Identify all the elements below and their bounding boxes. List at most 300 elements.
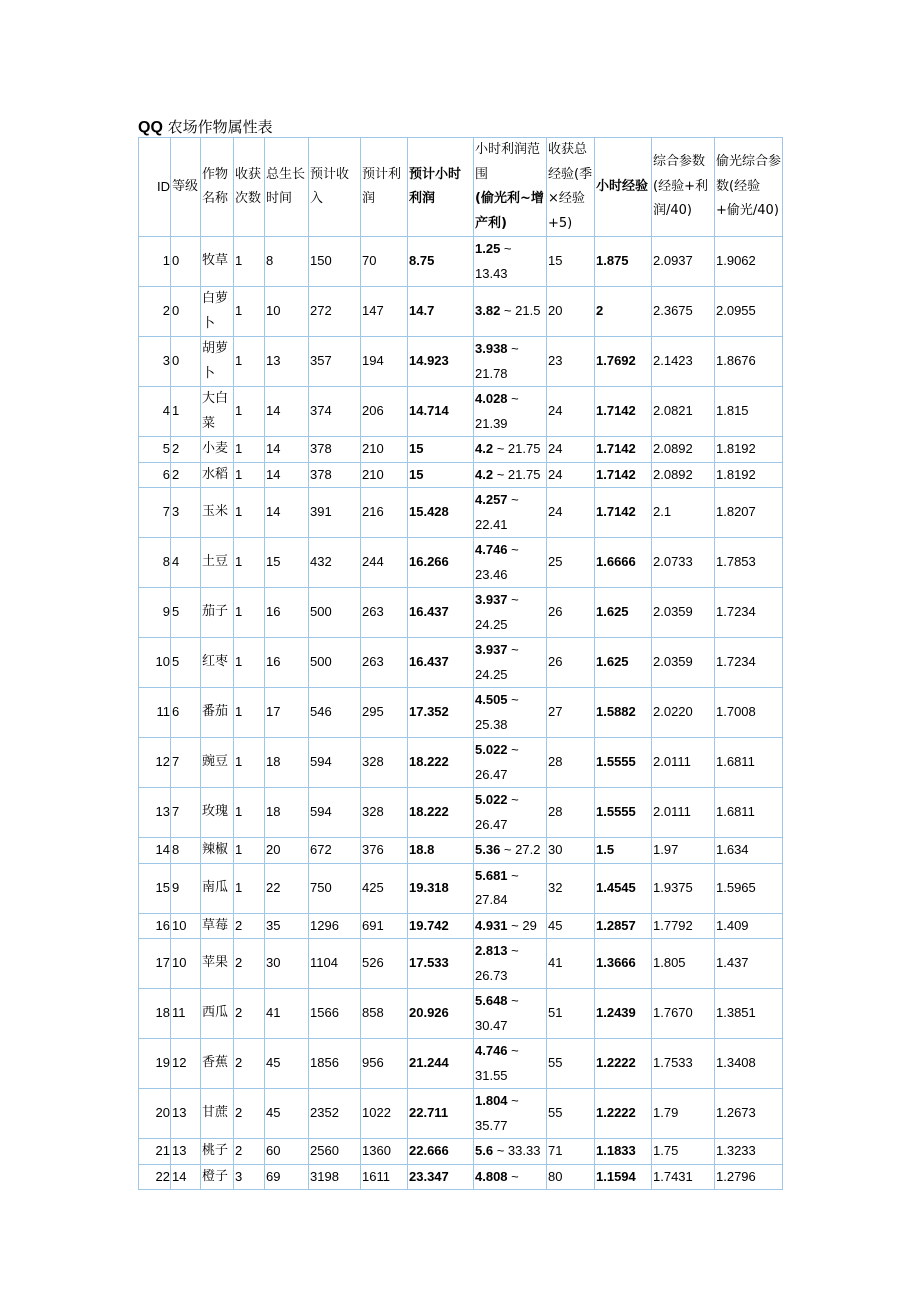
cell-total-exp: 51 (547, 989, 595, 1039)
cell-crop-name: 辣椒 (201, 838, 234, 864)
cell-profit-range (474, 462, 547, 488)
cell-total-exp: 32 (547, 863, 595, 913)
cell-income: 500 (309, 588, 361, 638)
range-high: 13.43 (475, 265, 508, 281)
cell-id: 20 (139, 1089, 171, 1139)
cell-profit: 263 (361, 638, 408, 688)
cell-id: 5 (139, 437, 171, 463)
cell-steal-composite: 1.3233 (715, 1139, 783, 1165)
cell-profit-range (474, 1039, 547, 1089)
cell-harvests: 1 (234, 688, 265, 738)
cell-hourly-profit: 8.75 (408, 237, 474, 287)
cell-hourly-profit: 17.533 (408, 939, 474, 989)
cell-composite: 2.0892 (652, 462, 715, 488)
cell-id: 3 (139, 337, 171, 387)
cell-profit-range (474, 838, 547, 864)
cell-hourly-exp: 1.625 (595, 588, 652, 638)
range-low: 5.648 (475, 993, 508, 1008)
cell-id: 22 (139, 1164, 171, 1190)
cell-level: 10 (171, 939, 201, 989)
header-profit-range (474, 138, 547, 237)
cell-income: 1104 (309, 939, 361, 989)
table-row (139, 1139, 783, 1165)
cell-total-exp: 24 (547, 462, 595, 488)
cell-hourly-exp: 1.7142 (595, 387, 652, 437)
range-separator: ~ (507, 341, 519, 356)
cell-profit-range (474, 287, 547, 337)
cell-level: 12 (171, 1039, 201, 1089)
cell-level: 9 (171, 863, 201, 913)
table-row (139, 462, 783, 488)
cell-profit: 263 (361, 588, 408, 638)
table-row (139, 939, 783, 989)
cell-hourly-exp: 1.1833 (595, 1139, 652, 1165)
cell-income: 391 (309, 488, 361, 538)
range-high: 25.38 (475, 716, 508, 732)
cell-profit-range (474, 387, 547, 437)
table-row (139, 1089, 783, 1139)
range-low: 2.813 (475, 943, 508, 958)
cell-composite: 2.1 (652, 488, 715, 538)
range-separator: ~ (507, 391, 519, 406)
cell-id: 2 (139, 287, 171, 337)
cell-profit-range (474, 913, 547, 939)
cell-income: 374 (309, 387, 361, 437)
header-grow-time: 总生长时间 (265, 138, 309, 237)
cell-hourly-exp: 1.5555 (595, 738, 652, 788)
cell-crop-name: 玫瑰 (201, 788, 234, 838)
range-low: 3.937 (475, 592, 508, 607)
cell-harvests: 2 (234, 1089, 265, 1139)
cell-profit: 425 (361, 863, 408, 913)
range-separator: ~ (507, 642, 519, 657)
cell-harvests: 2 (234, 989, 265, 1039)
range-high: 24.25 (475, 616, 508, 632)
cell-steal-composite: 1.8192 (715, 437, 783, 463)
cell-level: 1 (171, 387, 201, 437)
cell-level: 13 (171, 1139, 201, 1165)
range-low: 3.937 (475, 642, 508, 657)
cell-profit-range (474, 488, 547, 538)
header-hourly-profit: 预计小时利润 (408, 138, 474, 237)
cell-profit-range (474, 588, 547, 638)
range-low: 3.938 (475, 341, 508, 356)
table-row (139, 588, 783, 638)
cell-composite: 1.97 (652, 838, 715, 864)
cell-harvests: 2 (234, 939, 265, 989)
cell-composite: 2.0937 (652, 237, 715, 287)
cell-level: 11 (171, 989, 201, 1039)
cell-steal-composite: 1.9062 (715, 237, 783, 287)
cell-composite: 1.805 (652, 939, 715, 989)
cell-grow-time: 60 (265, 1139, 309, 1165)
table-row (139, 863, 783, 913)
cell-harvests: 1 (234, 638, 265, 688)
cell-profit-range (474, 1089, 547, 1139)
cell-level: 4 (171, 538, 201, 588)
cell-level: 2 (171, 437, 201, 463)
cell-hourly-exp: 1.5555 (595, 788, 652, 838)
range-low: 5.022 (475, 792, 508, 807)
cell-steal-composite: 1.634 (715, 838, 783, 864)
crop-attribute-table (138, 137, 783, 1190)
cell-income: 1566 (309, 989, 361, 1039)
table-row (139, 337, 783, 387)
cell-profit: 691 (361, 913, 408, 939)
header-exp-note: (季×经验+5) (548, 166, 593, 231)
range-low: 4.2 (475, 441, 494, 456)
cell-profit-range (474, 437, 547, 463)
cell-crop-name: 土豆 (201, 538, 234, 588)
cell-income: 594 (309, 738, 361, 788)
cell-grow-time: 69 (265, 1164, 309, 1190)
cell-hourly-profit: 16.437 (408, 588, 474, 638)
table-row (139, 1164, 783, 1190)
cell-hourly-exp: 1.2222 (595, 1039, 652, 1089)
range-high: 24.25 (475, 666, 508, 682)
cell-id: 9 (139, 588, 171, 638)
cell-profit: 206 (361, 387, 408, 437)
cell-id: 8 (139, 538, 171, 588)
range-low: 1.25 (475, 241, 501, 256)
range-separator: ~ (493, 441, 508, 456)
cell-profit-range (474, 989, 547, 1039)
range-separator: ~ (507, 1043, 519, 1058)
range-low: 4.746 (475, 542, 508, 557)
cell-income: 2560 (309, 1139, 361, 1165)
cell-hourly-exp: 1.7142 (595, 462, 652, 488)
cell-id: 19 (139, 1039, 171, 1089)
range-separator: ~ (507, 917, 523, 933)
cell-harvests: 2 (234, 1039, 265, 1089)
range-separator: ~ (507, 1093, 519, 1108)
cell-level: 0 (171, 337, 201, 387)
cell-grow-time: 10 (265, 287, 309, 337)
cell-crop-name: 草莓 (201, 913, 234, 939)
range-low: 3.82 (475, 303, 501, 319)
range-high: 31.55 (475, 1067, 508, 1083)
cell-grow-time: 18 (265, 788, 309, 838)
cell-total-exp: 30 (547, 838, 595, 864)
cell-income: 3198 (309, 1164, 361, 1190)
range-low: 5.6 (475, 1143, 494, 1158)
cell-harvests: 1 (234, 237, 265, 287)
cell-harvests: 1 (234, 863, 265, 913)
cell-profit: 526 (361, 939, 408, 989)
cell-grow-time: 35 (265, 913, 309, 939)
range-separator: ~ (507, 867, 519, 883)
cell-id: 12 (139, 738, 171, 788)
cell-total-exp: 26 (547, 638, 595, 688)
range-high: 21.78 (475, 365, 508, 381)
range-separator: ~ (507, 542, 519, 557)
cell-profit: 210 (361, 462, 408, 488)
cell-level: 0 (171, 237, 201, 287)
cell-profit-range (474, 638, 547, 688)
cell-income: 500 (309, 638, 361, 688)
cell-steal-composite: 1.409 (715, 913, 783, 939)
cell-hourly-profit: 15 (408, 462, 474, 488)
cell-grow-time: 41 (265, 989, 309, 1039)
range-high: 21.39 (475, 415, 508, 431)
cell-hourly-profit: 17.352 (408, 688, 474, 738)
cell-harvests: 2 (234, 913, 265, 939)
cell-steal-composite: 1.437 (715, 939, 783, 989)
table-row (139, 913, 783, 939)
cell-composite: 2.0821 (652, 387, 715, 437)
cell-steal-composite: 1.5965 (715, 863, 783, 913)
cell-crop-name: 豌豆 (201, 738, 234, 788)
cell-id: 6 (139, 462, 171, 488)
cell-profit-range (474, 538, 547, 588)
cell-profit: 956 (361, 1039, 408, 1089)
cell-hourly-profit: 18.222 (408, 738, 474, 788)
cell-hourly-profit: 22.666 (408, 1139, 474, 1165)
cell-total-exp: 23 (547, 337, 595, 387)
cell-hourly-profit: 14.923 (408, 337, 474, 387)
cell-profit-range (474, 738, 547, 788)
cell-profit: 210 (361, 437, 408, 463)
cell-total-exp: 24 (547, 488, 595, 538)
cell-id: 14 (139, 838, 171, 864)
cell-level: 2 (171, 462, 201, 488)
range-separator: ~ (493, 466, 508, 482)
cell-profit-range (474, 939, 547, 989)
cell-level: 7 (171, 738, 201, 788)
header-level: 等级 (171, 138, 201, 237)
table-row (139, 688, 783, 738)
cell-id: 18 (139, 989, 171, 1039)
table-row (139, 788, 783, 838)
cell-grow-time: 8 (265, 237, 309, 287)
cell-composite: 1.7670 (652, 989, 715, 1039)
cell-profit: 328 (361, 738, 408, 788)
cell-steal-composite: 1.3408 (715, 1039, 783, 1089)
cell-total-exp: 24 (547, 387, 595, 437)
range-high: 22.41 (475, 516, 508, 532)
cell-hourly-exp: 1.2439 (595, 989, 652, 1039)
cell-harvests: 2 (234, 1139, 265, 1165)
cell-hourly-exp: 1.7692 (595, 337, 652, 387)
cell-steal-composite: 1.2796 (715, 1164, 783, 1190)
cell-steal-composite: 2.0955 (715, 287, 783, 337)
cell-composite: 1.7533 (652, 1039, 715, 1089)
cell-crop-name: 茄子 (201, 588, 234, 638)
range-low: 4.746 (475, 1043, 508, 1058)
cell-id: 11 (139, 688, 171, 738)
cell-total-exp: 28 (547, 788, 595, 838)
cell-grow-time: 45 (265, 1039, 309, 1089)
range-low: 1.804 (475, 1093, 508, 1108)
cell-hourly-profit: 14.714 (408, 387, 474, 437)
table-row (139, 287, 783, 337)
cell-total-exp: 26 (547, 588, 595, 638)
cell-crop-name: 甘蔗 (201, 1089, 234, 1139)
table-row (139, 488, 783, 538)
cell-steal-composite: 1.7008 (715, 688, 783, 738)
header-profit: 预计利润 (361, 138, 408, 237)
cell-crop-name: 牧草 (201, 237, 234, 287)
cell-hourly-exp: 1.4545 (595, 863, 652, 913)
range-high: 26.47 (475, 816, 508, 832)
cell-grow-time: 17 (265, 688, 309, 738)
cell-total-exp: 55 (547, 1039, 595, 1089)
cell-steal-composite: 1.8207 (715, 488, 783, 538)
cell-crop-name: 玉米 (201, 488, 234, 538)
cell-hourly-profit: 20.926 (408, 989, 474, 1039)
range-high: 21.75 (507, 441, 541, 456)
header-hourly-exp: 小时经验 (595, 138, 652, 237)
cell-hourly-exp: 1.2222 (595, 1089, 652, 1139)
header-range-note: (偷光利~增产利) (475, 191, 544, 231)
cell-total-exp: 24 (547, 437, 595, 463)
cell-profit: 295 (361, 688, 408, 738)
cell-total-exp: 25 (547, 538, 595, 588)
cell-hourly-exp: 1.875 (595, 237, 652, 287)
table-row (139, 738, 783, 788)
cell-total-exp: 27 (547, 688, 595, 738)
cell-composite: 2.0220 (652, 688, 715, 738)
cell-crop-name: 小麦 (201, 437, 234, 463)
cell-income: 1856 (309, 1039, 361, 1089)
cell-composite: 1.79 (652, 1089, 715, 1139)
cell-composite: 2.0111 (652, 788, 715, 838)
cell-income: 1296 (309, 913, 361, 939)
cell-income: 594 (309, 788, 361, 838)
cell-profit-range (474, 337, 547, 387)
cell-harvests: 1 (234, 387, 265, 437)
cell-profit: 244 (361, 538, 408, 588)
cell-hourly-exp: 1.2857 (595, 913, 652, 939)
cell-hourly-exp: 2 (595, 287, 652, 337)
cell-id: 7 (139, 488, 171, 538)
cell-hourly-profit: 14.7 (408, 287, 474, 337)
cell-total-exp: 28 (547, 738, 595, 788)
cell-crop-name: 苹果 (201, 939, 234, 989)
table-row (139, 1039, 783, 1089)
cell-harvests: 3 (234, 1164, 265, 1190)
header-composite: 综合参数(经验+利润/40) (652, 138, 715, 237)
cell-income: 432 (309, 538, 361, 588)
cell-steal-composite: 1.815 (715, 387, 783, 437)
cell-income: 150 (309, 237, 361, 287)
cell-grow-time: 14 (265, 488, 309, 538)
cell-composite: 2.0359 (652, 588, 715, 638)
range-high: 27.2 (515, 842, 541, 857)
cell-grow-time: 13 (265, 337, 309, 387)
table-row (139, 437, 783, 463)
cell-crop-name: 橙子 (201, 1164, 234, 1190)
cell-profit: 70 (361, 237, 408, 287)
cell-profit-range (474, 788, 547, 838)
cell-grow-time: 18 (265, 738, 309, 788)
page-title (138, 116, 273, 137)
cell-income: 672 (309, 838, 361, 864)
title-text: 农场作物属性表 (167, 118, 273, 136)
cell-id: 10 (139, 638, 171, 688)
cell-profit-range (474, 1139, 547, 1165)
cell-crop-name: 西瓜 (201, 989, 234, 1039)
range-separator: ~ (507, 742, 519, 757)
cell-grow-time: 14 (265, 462, 309, 488)
cell-crop-name: 胡萝卜 (201, 337, 234, 387)
cell-composite: 1.7431 (652, 1164, 715, 1190)
cell-composite: 2.0111 (652, 738, 715, 788)
cell-total-exp: 71 (547, 1139, 595, 1165)
range-separator: ~ (507, 792, 519, 807)
cell-hourly-profit: 22.711 (408, 1089, 474, 1139)
cell-steal-composite: 1.7234 (715, 588, 783, 638)
cell-id: 13 (139, 788, 171, 838)
header-row (139, 138, 783, 237)
range-low: 4.505 (475, 692, 508, 707)
cell-hourly-exp: 1.7142 (595, 488, 652, 538)
cell-hourly-exp: 1.6666 (595, 538, 652, 588)
cell-level: 14 (171, 1164, 201, 1190)
table-body (139, 237, 783, 1190)
cell-id: 15 (139, 863, 171, 913)
cell-income: 272 (309, 287, 361, 337)
header-name: 作物名称 (201, 138, 234, 237)
cell-composite: 2.0892 (652, 437, 715, 463)
cell-steal-composite: 1.8192 (715, 462, 783, 488)
table-row (139, 989, 783, 1039)
cell-grow-time: 22 (265, 863, 309, 913)
cell-steal-composite: 1.6811 (715, 788, 783, 838)
header-harvests: 收获次数 (234, 138, 265, 237)
range-high: 30.47 (475, 1017, 508, 1033)
range-high: 26.73 (475, 967, 508, 983)
cell-hourly-profit: 16.437 (408, 638, 474, 688)
header-id: ID (139, 138, 171, 237)
cell-profit: 328 (361, 788, 408, 838)
cell-grow-time: 16 (265, 638, 309, 688)
cell-profit-range (474, 237, 547, 287)
range-separator: ~ (493, 1143, 508, 1158)
cell-composite: 2.1423 (652, 337, 715, 387)
cell-income: 378 (309, 462, 361, 488)
range-separator: ~ (507, 592, 519, 607)
cell-hourly-profit: 21.244 (408, 1039, 474, 1089)
header-exp-title: 收获总经验 (548, 142, 588, 182)
cell-harvests: 1 (234, 538, 265, 588)
cell-hourly-exp: 1.3666 (595, 939, 652, 989)
range-separator: ~ (507, 943, 519, 958)
header-steal-composite: 偷光综合参数(经验+偷光/40) (715, 138, 783, 237)
table-row (139, 538, 783, 588)
cell-hourly-profit: 19.742 (408, 913, 474, 939)
cell-id: 1 (139, 237, 171, 287)
cell-harvests: 1 (234, 838, 265, 864)
cell-total-exp: 20 (547, 287, 595, 337)
cell-total-exp: 15 (547, 237, 595, 287)
cell-level: 3 (171, 488, 201, 538)
cell-steal-composite: 1.8676 (715, 337, 783, 387)
header-range-title: 小时利润范围 (475, 142, 541, 182)
cell-id: 17 (139, 939, 171, 989)
cell-hourly-profit: 16.266 (408, 538, 474, 588)
cell-grow-time: 45 (265, 1089, 309, 1139)
table-row (139, 638, 783, 688)
range-separator: ~ (500, 241, 512, 256)
cell-grow-time: 16 (265, 588, 309, 638)
cell-harvests: 1 (234, 788, 265, 838)
cell-steal-composite: 1.3851 (715, 989, 783, 1039)
cell-hourly-exp: 1.5882 (595, 688, 652, 738)
range-high: 29 (522, 917, 537, 933)
cell-total-exp: 45 (547, 913, 595, 939)
cell-profit: 216 (361, 488, 408, 538)
